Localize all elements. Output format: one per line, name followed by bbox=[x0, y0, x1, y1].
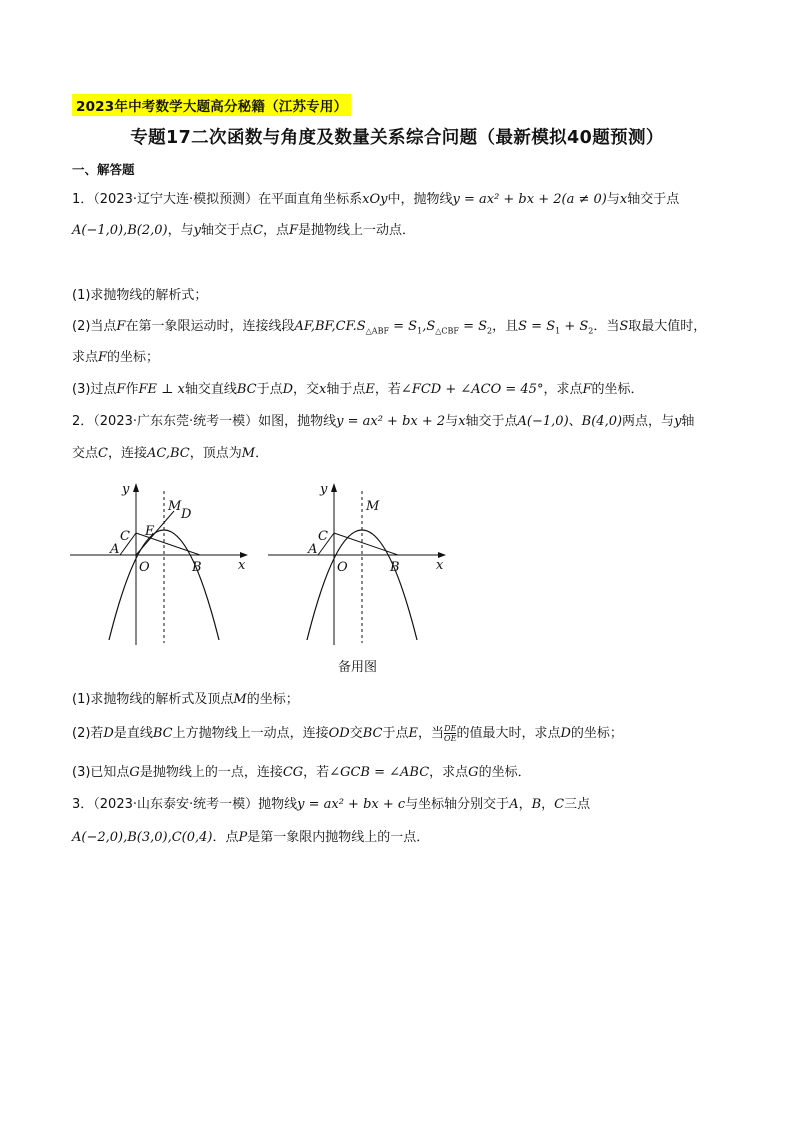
label-b: B bbox=[390, 560, 400, 575]
label-m: M bbox=[168, 499, 182, 514]
q2-line1: 2．（2023·广东东莞·统考一模）如图，抛物线y = ax² + bx + 2与x轴交于点A(−1,0)、B(4,0)两点，与y轴 bbox=[72, 414, 695, 429]
label-e: E bbox=[145, 524, 155, 539]
q2-part3: (3)已知点G是抛物线上的一点，连接CG，若∠GCB = ∠ABC，求点G的坐标． bbox=[72, 765, 531, 780]
label-x: x bbox=[238, 558, 246, 573]
label-c: C bbox=[120, 529, 130, 544]
q3-line1: 3．（2023·山东泰安·统考一模）抛物线y = ax² + bx + c与坐标轴分别交于A，B，C三点 bbox=[72, 797, 591, 812]
q1-line1: 1．（2023·辽宁大连·模拟预测）在平面直角坐标系xOy中，抛物线y = ax² + bx + 2(a ≠ 0)与x轴交于点 bbox=[72, 192, 680, 207]
segment-od bbox=[136, 511, 174, 555]
label-y: y bbox=[320, 482, 328, 497]
label-o: O bbox=[139, 560, 150, 575]
q2-line2: 交点C，连接AC,BC，顶点为M． bbox=[72, 446, 269, 461]
q2-part1: (1)求抛物线的解析式及顶点M的坐标； bbox=[72, 692, 299, 707]
page-title: 专题17二次函数与角度及数量关系综合问题（最新模拟40题预测） bbox=[130, 128, 664, 148]
label-b: B bbox=[192, 560, 202, 575]
q2-part2: (2)若D是直线BC上方抛物线上一动点，连接OD交BC于点E，当 $\frac{DE}{OE}$ 的值最大时，求点D的坐标； bbox=[72, 724, 623, 743]
section-heading: 一、解答题 bbox=[72, 162, 135, 177]
collection-badge: 2023年中考数学大题高分秘籍（江苏专用） bbox=[72, 94, 351, 116]
fraction-de-oe: $\frac{DE}{OE}$ bbox=[444, 724, 457, 743]
label-a: A bbox=[308, 542, 318, 557]
label-d: D bbox=[181, 507, 192, 522]
q1-part1: (1)求抛物线的解析式； bbox=[72, 288, 208, 303]
q1-part2-line1: (2)当点F在第一象限运动时，连接线段$AF,BF,CF.S_{\triangle ABF} = S_1,S_{\triangle CBF} = S_2$，且$S = S_1 + S_2$．当S取最大值时， bbox=[72, 319, 707, 336]
segment-bc bbox=[334, 533, 398, 555]
y-axis-arrow bbox=[133, 483, 139, 492]
label-o: O bbox=[337, 560, 348, 575]
q3-line2: A(−2,0),B(3,0),C(0,4)．点P是第一象限内抛物线上的一点． bbox=[72, 830, 430, 845]
label-x: x bbox=[436, 558, 444, 573]
label-c: C bbox=[318, 529, 328, 544]
label-y: y bbox=[122, 482, 130, 497]
q1-part3: (3)过点F作FE ⊥ x轴交直线BC于点D，交x轴于点E，若∠FCD + ∠ACO = 45°，求点F的坐标． bbox=[72, 382, 644, 397]
y-axis-arrow bbox=[331, 483, 337, 492]
parabola-figure-spare bbox=[258, 475, 458, 650]
q1-part2-line2: 求点F的坐标； bbox=[72, 350, 160, 365]
label-m: M bbox=[366, 499, 380, 514]
label-a: A bbox=[110, 542, 120, 557]
parabola-figure-main bbox=[60, 475, 260, 650]
figure-caption: 备用图 bbox=[338, 660, 378, 675]
q1-line2: A(−1,0),B(2,0)，与y轴交于点C，点F是抛物线上一动点． bbox=[72, 223, 416, 238]
